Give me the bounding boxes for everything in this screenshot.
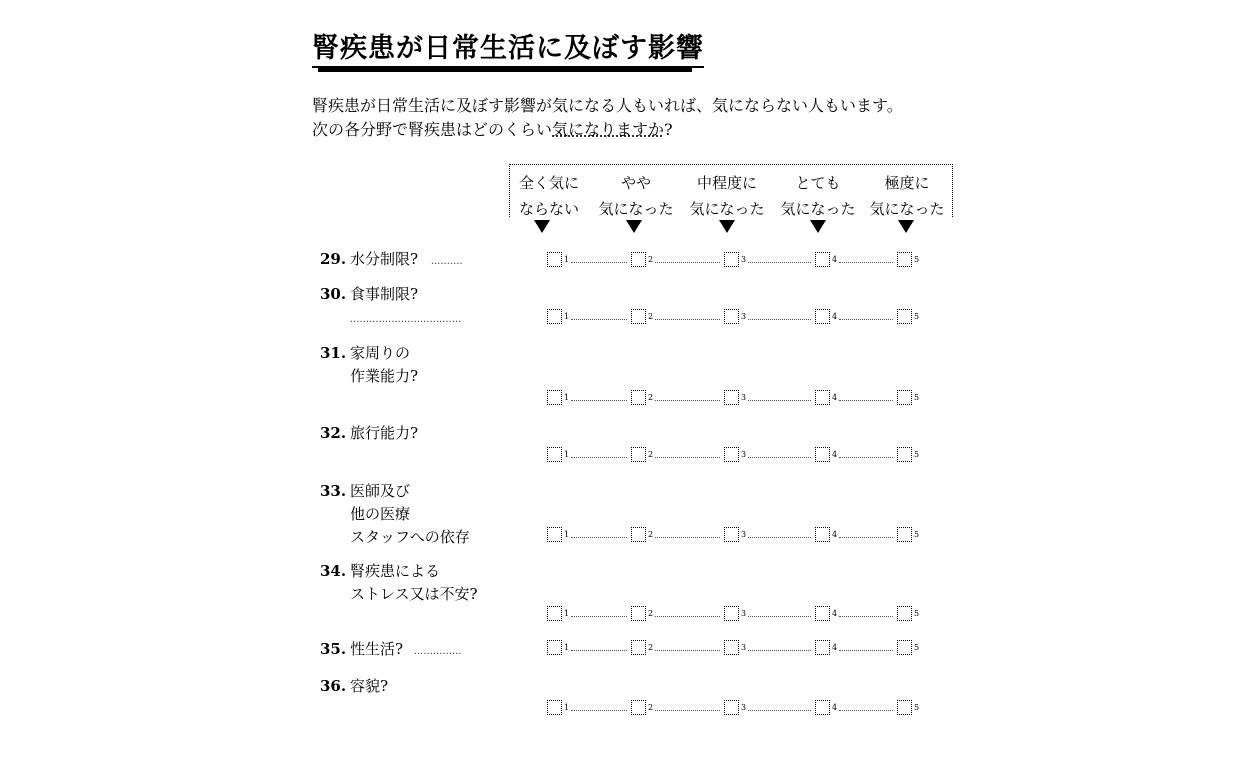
rating-option-4[interactable]	[815, 640, 837, 655]
dotted-leader	[655, 400, 720, 401]
dotted-leader	[655, 710, 720, 711]
option-number: 5	[914, 255, 920, 264]
option-number: 2	[648, 312, 654, 321]
checkbox[interactable]	[724, 527, 739, 542]
rating-option-2[interactable]	[631, 527, 653, 542]
rating-option-2[interactable]	[631, 390, 653, 405]
title-rule	[318, 68, 692, 72]
checkbox[interactable]	[547, 606, 562, 621]
intro-line-2	[312, 118, 903, 142]
checkbox[interactable]	[631, 527, 646, 542]
rating-option-3[interactable]	[724, 700, 746, 715]
question-35: 35. 性生活? ...............	[320, 640, 462, 658]
dotted-leader	[748, 319, 811, 320]
option-number: 4	[832, 703, 838, 712]
down-arrow-icon	[626, 220, 642, 233]
checkbox[interactable]	[897, 640, 912, 655]
dotted-leader	[655, 650, 720, 651]
dotted-leader	[839, 457, 893, 458]
option-number: 5	[914, 703, 920, 712]
dotted-leader	[748, 650, 811, 651]
option-number: 3	[741, 450, 747, 459]
option-number: 5	[914, 393, 920, 402]
option-number: 2	[648, 609, 654, 618]
answer-row-30	[547, 309, 947, 327]
dotted-leader	[571, 319, 627, 320]
checkbox[interactable]	[547, 390, 562, 405]
option-number: 1	[564, 609, 570, 618]
page-title: 腎疾患が日常生活に及ぼす影響	[312, 26, 704, 68]
checkbox[interactable]	[897, 700, 912, 715]
checkbox[interactable]	[724, 252, 739, 267]
option-number: 1	[564, 450, 570, 459]
answer-row-34	[547, 606, 947, 624]
dotted-leader	[571, 400, 627, 401]
option-number: 3	[741, 255, 747, 264]
checkbox[interactable]	[815, 527, 830, 542]
rating-option-3[interactable]	[724, 606, 746, 621]
checkbox[interactable]	[897, 527, 912, 542]
option-number: 2	[648, 393, 654, 402]
dotted-leader	[571, 650, 627, 651]
question-32: 32. 旅行能力?	[320, 424, 419, 442]
rating-option-4[interactable]	[815, 700, 837, 715]
dotted-leader	[839, 400, 893, 401]
dotted-leader	[571, 710, 627, 711]
dotted-leader	[655, 457, 720, 458]
rating-option-1[interactable]	[547, 640, 569, 655]
option-number: 4	[832, 255, 838, 264]
option-number: 4	[832, 643, 838, 652]
option-number: 1	[564, 643, 570, 652]
rating-option-1[interactable]	[547, 527, 569, 542]
rating-option-1[interactable]	[547, 309, 569, 324]
question-34: 34. 腎疾患による ストレス又は不安?	[320, 562, 478, 603]
option-number: 3	[741, 530, 747, 539]
dotted-leader	[839, 710, 893, 711]
checkbox[interactable]	[815, 700, 830, 715]
checkbox[interactable]	[897, 606, 912, 621]
rating-option-2[interactable]	[631, 252, 653, 267]
question-36: 36. 容貌?	[320, 677, 389, 695]
dotted-leader	[571, 537, 627, 538]
answer-row-36	[547, 700, 947, 718]
checkbox[interactable]	[547, 309, 562, 324]
dotted-leader	[839, 262, 893, 263]
rating-option-3[interactable]	[724, 527, 746, 542]
dotted-leader	[571, 262, 627, 263]
down-arrow-icon	[898, 220, 914, 233]
dotted-leader	[748, 710, 811, 711]
question-30: 30. 食事制限? ...................................	[320, 285, 462, 325]
rating-option-1[interactable]	[547, 447, 569, 462]
checkbox[interactable]	[897, 447, 912, 462]
checkbox[interactable]	[897, 390, 912, 405]
rating-option-5[interactable]	[897, 640, 919, 655]
down-arrow-icon	[534, 220, 550, 233]
option-number: 1	[564, 312, 570, 321]
checkbox[interactable]	[724, 606, 739, 621]
rating-option-1[interactable]	[547, 606, 569, 621]
answer-row-29	[547, 252, 947, 270]
checkbox[interactable]	[547, 700, 562, 715]
option-number: 4	[832, 450, 838, 459]
intro-text	[312, 94, 903, 142]
option-number: 2	[648, 643, 654, 652]
option-number: 5	[914, 312, 920, 321]
question-29: 29. 水分制限? ..........	[320, 250, 463, 268]
checkbox[interactable]	[631, 640, 646, 655]
option-number: 5	[914, 643, 920, 652]
dotted-leader	[839, 319, 893, 320]
option-number: 4	[832, 609, 838, 618]
answer-row-33	[547, 527, 947, 545]
rating-option-5[interactable]	[897, 700, 919, 715]
question-33: 33. 医師及び 他の医療 スタッフへの依存	[320, 482, 470, 546]
dotted-leader	[748, 262, 811, 263]
scale-label-1: 全く気に ならない	[518, 174, 579, 218]
scale-label-3: 中程度に 気になった	[689, 174, 765, 218]
checkbox[interactable]	[815, 309, 830, 324]
checkbox[interactable]	[724, 390, 739, 405]
option-number: 1	[564, 393, 570, 402]
checkbox[interactable]	[815, 447, 830, 462]
checkbox[interactable]	[547, 527, 562, 542]
rating-option-5[interactable]	[897, 309, 919, 324]
answer-row-32	[547, 447, 947, 465]
rating-option-5[interactable]	[897, 390, 919, 405]
rating-option-4[interactable]	[815, 252, 837, 267]
option-number: 5	[914, 450, 920, 459]
checkbox[interactable]	[631, 309, 646, 324]
down-arrow-icon	[810, 220, 826, 233]
checkbox[interactable]	[547, 640, 562, 655]
option-number: 1	[564, 703, 570, 712]
checkbox[interactable]	[724, 309, 739, 324]
question-31: 31. 家周りの 作業能力?	[320, 344, 419, 385]
intro-line-2-suffix: ?	[664, 120, 673, 139]
rating-option-4[interactable]	[815, 527, 837, 542]
rating-option-4[interactable]	[815, 606, 837, 621]
checkbox[interactable]	[815, 252, 830, 267]
checkbox[interactable]	[631, 700, 646, 715]
rating-option-5[interactable]	[897, 527, 919, 542]
rating-option-5[interactable]	[897, 447, 919, 462]
scale-label-2: やや 気になった	[598, 174, 674, 218]
option-number: 5	[914, 609, 920, 618]
checkbox[interactable]	[547, 447, 562, 462]
checkbox[interactable]	[815, 606, 830, 621]
option-number: 2	[648, 530, 654, 539]
dotted-leader	[839, 650, 893, 651]
rating-option-1[interactable]	[547, 252, 569, 267]
rating-option-3[interactable]	[724, 390, 746, 405]
checkbox[interactable]	[631, 606, 646, 621]
dotted-leader	[655, 616, 720, 617]
option-number: 4	[832, 312, 838, 321]
answer-row-35	[547, 640, 947, 658]
dotted-leader	[748, 457, 811, 458]
rating-option-5[interactable]	[897, 252, 919, 267]
dotted-leader	[748, 616, 811, 617]
rating-option-2[interactable]	[631, 700, 653, 715]
rating-option-2[interactable]	[631, 640, 653, 655]
rating-option-2[interactable]	[631, 309, 653, 324]
dotted-leader	[655, 262, 720, 263]
rating-option-3[interactable]	[724, 640, 746, 655]
checkbox[interactable]	[815, 640, 830, 655]
rating-option-2[interactable]	[631, 606, 653, 621]
checkbox[interactable]	[631, 447, 646, 462]
option-number: 3	[741, 703, 747, 712]
checkbox[interactable]	[724, 640, 739, 655]
checkbox[interactable]	[631, 252, 646, 267]
checkbox[interactable]	[631, 390, 646, 405]
rating-option-1[interactable]	[547, 700, 569, 715]
option-number: 5	[914, 530, 920, 539]
dotted-leader	[839, 616, 893, 617]
dotted-leader	[655, 319, 720, 320]
option-number: 4	[832, 530, 838, 539]
dotted-leader	[571, 457, 627, 458]
scale-label-5: 極度に 気になった	[869, 174, 945, 218]
rating-option-4[interactable]	[815, 309, 837, 324]
option-number: 1	[564, 255, 570, 264]
option-number: 2	[648, 450, 654, 459]
answer-row-31	[547, 390, 947, 408]
dotted-leader	[839, 537, 893, 538]
scale-label-4: とても 気になった	[780, 174, 856, 218]
rating-option-4[interactable]	[815, 447, 837, 462]
checkbox[interactable]	[547, 252, 562, 267]
checkbox[interactable]	[897, 309, 912, 324]
checkbox[interactable]	[897, 252, 912, 267]
option-number: 2	[648, 255, 654, 264]
rating-option-3[interactable]	[724, 447, 746, 462]
rating-option-3[interactable]	[724, 309, 746, 324]
checkbox[interactable]	[724, 700, 739, 715]
intro-line-2-prefix: 次の各分野で腎疾患はどのくらい	[312, 120, 553, 139]
rating-option-4[interactable]	[815, 390, 837, 405]
dotted-leader	[571, 616, 627, 617]
option-number: 3	[741, 312, 747, 321]
dotted-leader	[748, 400, 811, 401]
down-arrow-icon	[719, 220, 735, 233]
checkbox[interactable]	[724, 447, 739, 462]
option-number: 2	[648, 703, 654, 712]
rating-option-1[interactable]	[547, 390, 569, 405]
option-number: 3	[741, 643, 747, 652]
checkbox[interactable]	[815, 390, 830, 405]
rating-option-2[interactable]	[631, 447, 653, 462]
rating-option-3[interactable]	[724, 252, 746, 267]
option-number: 4	[832, 393, 838, 402]
option-number: 3	[741, 393, 747, 402]
dotted-leader	[748, 537, 811, 538]
dotted-leader	[655, 537, 720, 538]
intro-line-1: 腎疾患が日常生活に及ぼす影響が気になる人もいれば、気にならない人もいます。	[312, 96, 903, 115]
rating-option-5[interactable]	[897, 606, 919, 621]
option-number: 3	[741, 609, 747, 618]
intro-line-2-underlined: 気になりますか	[552, 120, 665, 139]
option-number: 1	[564, 530, 570, 539]
